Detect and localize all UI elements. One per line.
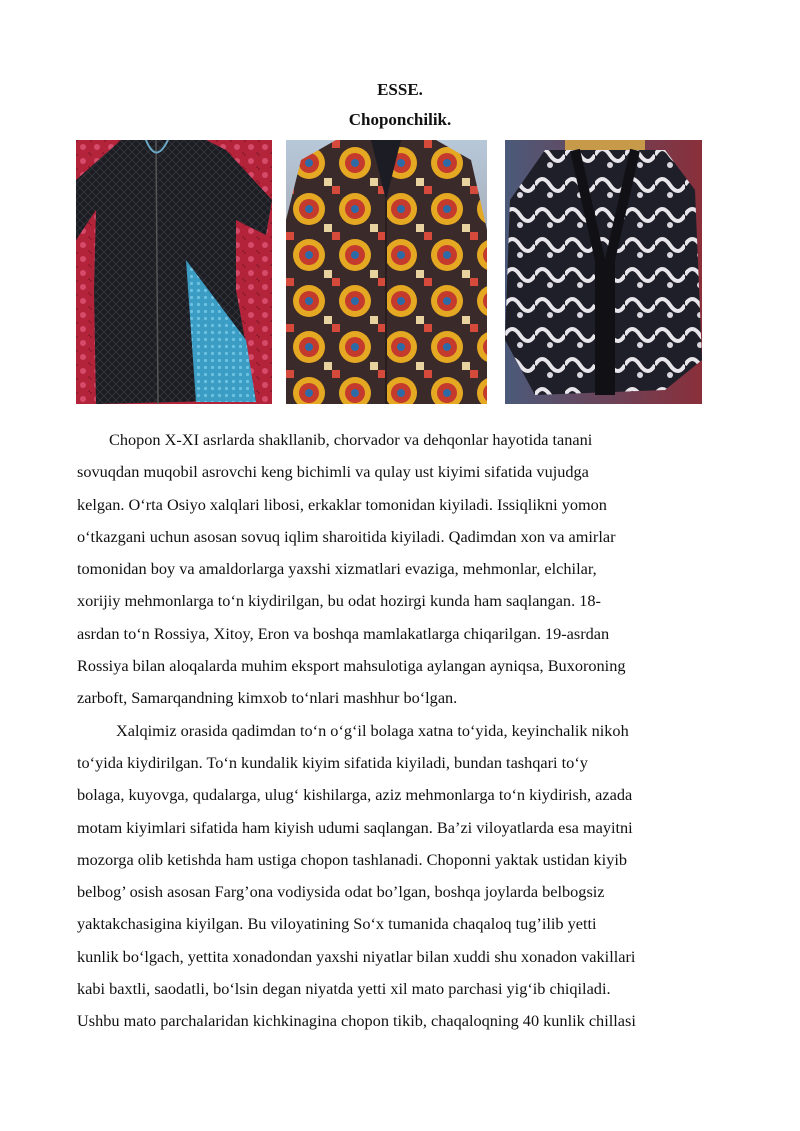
paragraph-line: motam kiyimlari sifatida ham kiyish udumi saqlangan. Ba’zi viloyatlarda esa mayitni xyxy=(77,817,633,837)
paragraph-line: kabi baxtli, saodatli, bo‘lsin degan niyatda yetti xil mato parchasi yig‘ib chiqiladi. xyxy=(77,979,611,999)
paragraph-line: zarboft, Samarqandning kimxob to‘nlari mashhur bo‘lgan. xyxy=(77,688,458,708)
paragraph-line: bolaga, kuyovga, qudalarga, ulug‘ kishilarga, aziz mehmonlarga to‘n kiydirish, azada xyxy=(77,785,633,805)
paragraph-line: to‘yida kiydirilgan. To‘n kundalik kiyim sifatida kiyiladi, bundan tashqari to‘y xyxy=(77,752,588,772)
paragraph-line: Xalqimiz orasida qadimdan to‘n o‘g‘il bolaga xatna to‘yida, keyinchalik nikoh xyxy=(116,720,629,740)
paragraph-line: Ushbu mato parchalaridan kichkinagina chopon tikib, chaqaloqning 40 kunlik chillasi xyxy=(77,1011,636,1031)
paragraph-line: o‘tkazgani uchun asosan sovuq iqlim sharoitida kiyiladi. Qadimdan xon va amirlar xyxy=(77,526,616,546)
document-subtitle: Choponchilik. xyxy=(348,110,452,129)
paragraph-line: Chopon X-XI asrlarda shakllanib, chorvador va dehqonlar hayotida tanani xyxy=(109,430,593,449)
paragraph-line: sovuqdan muqobil asrovchi keng bichimli va qulay ust kiyimi sifatida vujudga xyxy=(77,462,589,482)
paragraph-line: mozorga olib ketishda ham ustiga chopon tashlanadi. Choponni yaktak ustidan kiyib xyxy=(77,849,628,869)
paragraph-line: belbog’ osish asosan Farg’ona vodiysida odat bo’lgan, boshqa joylarda belbogsiz xyxy=(77,882,605,902)
paragraph-1 xyxy=(77,424,725,715)
paragraph-line: xorijiy mehmonlarga to‘n kiydirilgan, bu odat hozirgi kunda ham saqlangan. 18- xyxy=(77,591,601,611)
paragraph-line: kelgan. O‘rta Osiyo xalqlari libosi, erkaklar tomonidan kiyiladi. Issiqlikni yomon xyxy=(77,494,607,514)
paragraph-line: kunlik bo‘lgach, yettita xonadondan yaxshi niyatlar bilan xuddi shu xonadon vakillari xyxy=(77,946,636,966)
paragraph-2 xyxy=(77,715,725,1038)
photo-black-white-ikat-chopon xyxy=(505,140,702,404)
document-title: ESSE. xyxy=(377,80,423,99)
paragraph-line: asrdan to‘n Rossiya, Xitoy, Eron va boshqa mamlakatlarga chiqarilgan. 19-asrdan xyxy=(77,623,610,643)
paragraph-line: yaktakchasigina kiyilgan. Bu viloyatining So‘x tumanida chaqaloq tug’ilib yetti xyxy=(77,914,597,934)
paragraph-line: Rossiya bilan aloqalarda muhim eksport mahsulotiga aylangan ayniqsa, Buxoroning xyxy=(77,656,626,676)
photo-black-chopon xyxy=(76,140,272,404)
photo-colorful-ikat-chopon xyxy=(286,140,487,404)
paragraph-line: tomonidan boy va amaldorlarga yaxshi xizmatlari evaziga, mehmonlar, elchilar, xyxy=(77,559,597,579)
